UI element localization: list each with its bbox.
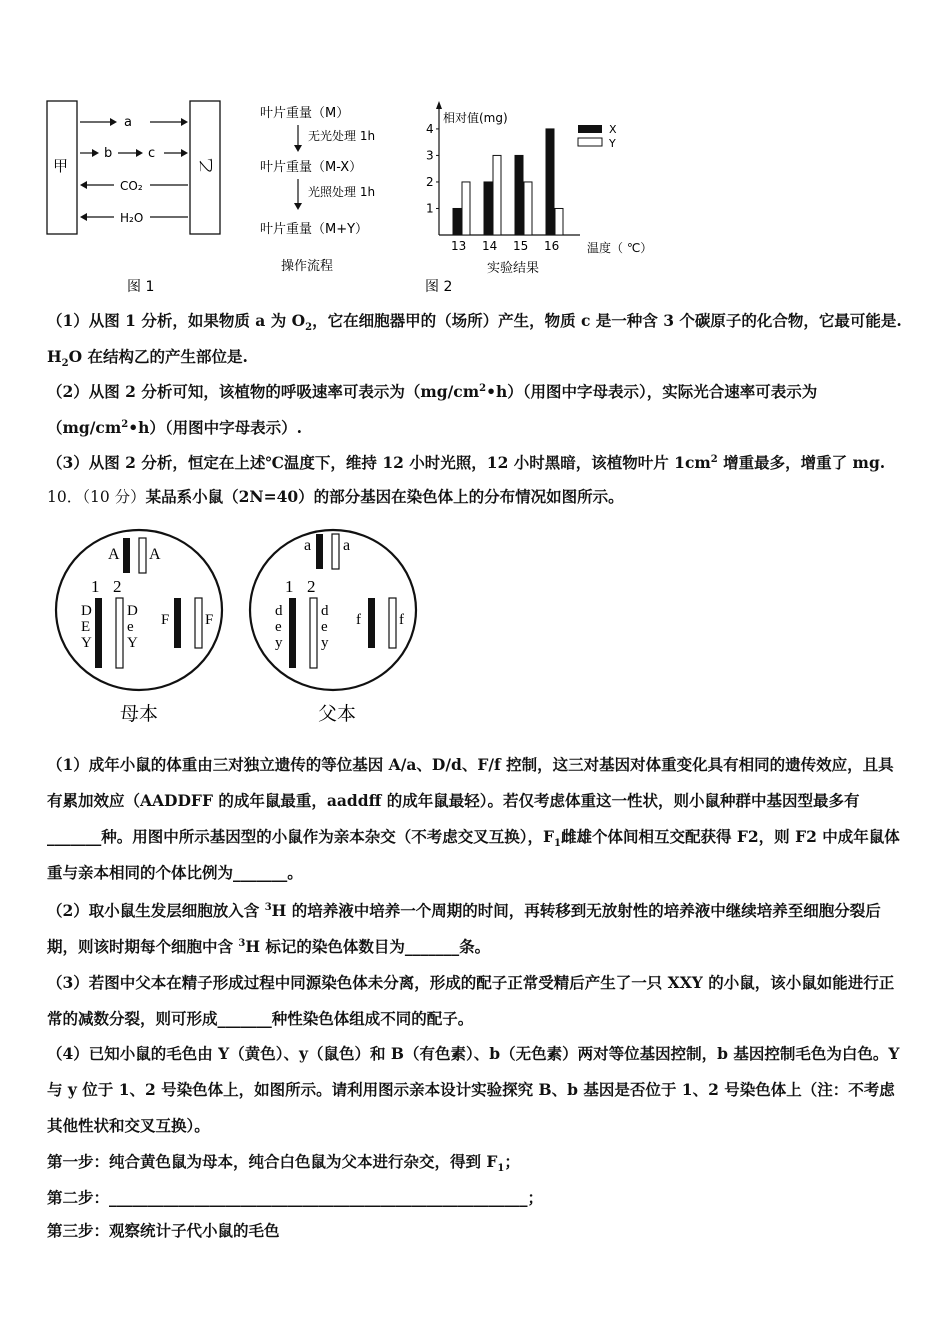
experiment-step-1 — [47, 1144, 909, 1180]
arrow-a-label: a — [124, 115, 132, 130]
mother-gene-f-right: F — [205, 612, 214, 628]
arrow-b-head-2 — [136, 149, 143, 157]
father-c2-gene-2: e — [321, 619, 328, 635]
arrow-a-head-2 — [181, 118, 188, 126]
legend-y-swatch — [578, 138, 602, 146]
q9-p2-sup-a: 2 — [479, 382, 487, 394]
h2o-label: H₂O — [120, 211, 144, 225]
q9-p1-text-a: （1）从图 1 分析，如果物质 a 为 O — [47, 311, 306, 330]
process-flow-diagram — [255, 100, 405, 278]
mother-chrom-a1 — [123, 538, 130, 573]
question-10-header — [47, 479, 909, 515]
father-gene-a-right: a — [343, 537, 351, 554]
step-3-text: 第三步：观察统计子代小鼠的毛色 — [47, 1221, 280, 1240]
question-10-part-2 — [47, 893, 909, 965]
jia-label: 甲 — [53, 157, 69, 175]
father-num-1: 1 — [285, 577, 294, 596]
q9-p1-text-c: O 在结构乙的产生部位是. — [68, 347, 248, 366]
x-tick-label-14: 14 — [482, 239, 498, 253]
father-gene-f-right: f — [399, 612, 404, 628]
y-tick-label-2: 2 — [426, 174, 434, 189]
chart-xlabel: 温度（ ℃） — [587, 241, 653, 255]
q9-p2-text-c: •h）（用图中字母表示）. — [128, 418, 303, 437]
process-op-2: 光照处理 1h — [308, 185, 376, 199]
chart-y-axis-arrow — [436, 101, 442, 109]
process-arrow-1-head — [294, 145, 302, 152]
bar-x-16 — [546, 129, 554, 235]
mother-c2-gene-3: Y — [127, 635, 138, 651]
father-chrom-2 — [310, 598, 317, 668]
chart-subtitle: 实验结果 — [487, 261, 540, 276]
father-chrom-f1 — [368, 598, 375, 648]
arrow-c-label: c — [148, 146, 156, 161]
q9-p1-text-b: ，它在细胞器甲的（场所）产生，物质 c 是一种含 3 个碳原子的化合物，它最可能是. H — [47, 311, 902, 366]
figure-1-caption: 图 1 — [127, 279, 155, 295]
q10-p2-sup-b: 3 — [238, 937, 246, 949]
process-op-1: 无光处理 1h — [308, 129, 376, 143]
q9-p2-sup-b: 2 — [121, 418, 129, 430]
father-gene-f-left: f — [356, 612, 361, 628]
father-chrom-1 — [289, 598, 296, 668]
q9-p2-text-b: •h）（用图中字母表示），实际光合速率可表示为（mg/cm — [47, 382, 818, 437]
bar-y-15 — [524, 182, 532, 235]
question-10-part-1 — [47, 747, 909, 891]
father-c2-gene-1: d — [321, 603, 329, 619]
mother-gene-a-right: A — [149, 546, 161, 563]
q9-p1-sub-a: 2 — [305, 322, 313, 334]
process-step-1: 叶片重量（M） — [260, 106, 350, 121]
father-c2-gene-3: y — [321, 635, 329, 651]
experiment-step-3 — [47, 1213, 909, 1249]
chart-ylabel: 相对值(mg) — [443, 111, 508, 125]
experiment-step-2 — [47, 1180, 909, 1216]
q9-p3-sup: 2 — [710, 453, 718, 465]
question-9-part-2 — [47, 374, 909, 446]
bar-x-15 — [515, 155, 523, 235]
process-arrow-2-head — [294, 203, 302, 210]
mother-c2-gene-1: D — [127, 603, 138, 619]
mother-chrom-2 — [116, 598, 123, 668]
figure-1-diagram — [40, 95, 240, 300]
mother-num-2: 2 — [113, 577, 122, 596]
father-chrom-a1 — [316, 534, 323, 569]
co2-label: CO₂ — [120, 179, 143, 193]
bar-y-16 — [555, 208, 563, 235]
mother-chrom-f1 — [174, 598, 181, 648]
q9-p2-text-a: （2）从图 2 分析可知，该植物的呼吸速率可表示为（mg/cm — [47, 382, 480, 401]
mother-c2-gene-2: e — [127, 619, 134, 635]
father-c1-gene-2: e — [275, 619, 282, 635]
mother-c1-gene-2: E — [81, 619, 91, 635]
q10-p1-text-b: 雌雄个体间相互交配获得 F2，则 F2 中成年鼠体重与亲本相同的个体比例为_______。 — [47, 827, 900, 882]
q10-p2-text-c: H 标记的染色体数目为_______条。 — [245, 937, 491, 956]
question-10-stem: 某品系小鼠（2N=40）的部分基因在染色体上的分布情况如图所示。 — [145, 487, 624, 506]
q10-p1-sub: 1 — [554, 838, 561, 850]
father-chrom-a2 — [332, 534, 339, 569]
y-tick-label-1: 1 — [426, 201, 434, 216]
q10-p1-text-a: （1）成年小鼠的体重由三对独立遗传的等位基因 A/a、D/d、F/f 控制，这三对基因对体重变化具有相同的遗传效应，且具有累加效应（AADDFF 的成年鼠最重，aaddff 的成年鼠最轻）。若仅考虑体重这一性状，则小鼠种群中基因型最多有_______种。用图中所示基因型的小鼠作为亲本杂交（不考虑交叉互换），F — [47, 755, 894, 846]
mother-chrom-a2 — [139, 538, 146, 573]
q10-p2-text-a: （2）取小鼠生发层细胞放入含 — [47, 901, 265, 920]
bar-x-14 — [484, 182, 492, 235]
q10-p2-sup-a: 3 — [264, 901, 272, 913]
y-tick-label-4: 4 — [426, 121, 434, 136]
figure-2-bar-chart — [415, 95, 665, 300]
process-step-2: 叶片重量（M-X） — [260, 160, 363, 175]
mother-c1-gene-1: D — [81, 603, 92, 619]
question-9-part-3 — [47, 445, 909, 481]
mother-num-1: 1 — [91, 577, 100, 596]
question-10-number: 10．（10 分） — [47, 488, 146, 506]
arrow-a-head-1 — [110, 118, 117, 126]
bar-y-14 — [493, 155, 501, 235]
step-1-sub: 1 — [497, 1163, 505, 1175]
legend-x-swatch — [578, 125, 602, 133]
legend-x-label: X — [609, 123, 617, 136]
arrow-h2o-head — [80, 213, 87, 221]
q10-p3-text: （3）若图中父本在精子形成过程中同源染色体未分离，形成的配子正常受精后产生了一只 XXY 的小鼠，该小鼠如能进行正常的减数分裂，则可形成_______种性染色体组成不同的配子。 — [47, 973, 895, 1028]
father-label: 父本 — [318, 703, 357, 725]
question-9-part-1 — [47, 303, 909, 375]
arrow-co2-head — [80, 181, 87, 189]
bar-x-13 — [453, 208, 461, 235]
q9-p3-text-a: （3）从图 2 分析，恒定在上述℃温度下，维持 12 小时光照，12 小时黑暗，该植物叶片 1cm — [47, 453, 711, 472]
mother-label: 母本 — [120, 703, 159, 725]
figure-2-caption: 图 2 — [425, 279, 453, 295]
father-chrom-f2 — [389, 598, 396, 648]
mother-chrom-1 — [95, 598, 102, 668]
father-c1-gene-3: y — [275, 635, 283, 651]
y-tick-label-3: 3 — [426, 148, 434, 163]
mother-gene-a-left: A — [108, 546, 120, 563]
arrow-b-label: b — [104, 146, 113, 161]
question-10-part-4 — [47, 1036, 909, 1144]
bar-y-13 — [462, 182, 470, 235]
q9-p3-text-b: 增重最多，增重了 mg. — [717, 453, 886, 472]
q10-p2-text-b: H 的培养液中培养一个周期的时间，再转移到无放射性的培养液中继续培养至细胞分裂后期，则该时期每个细胞中含 — [47, 901, 881, 956]
arrow-c-head — [181, 149, 188, 157]
father-num-2: 2 — [307, 577, 316, 596]
step-2-text: 第二步：______________________________________________________； — [47, 1188, 544, 1207]
process-caption: 操作流程 — [281, 259, 334, 274]
legend-y-label: Y — [609, 137, 616, 150]
process-step-3: 叶片重量（M+Y） — [260, 222, 369, 237]
mother-gene-f-left: F — [161, 612, 170, 628]
x-tick-label-16: 16 — [544, 239, 560, 253]
mother-c1-gene-3: Y — [81, 635, 92, 651]
question-10-part-3 — [47, 965, 909, 1037]
mouse-chromosome-figure — [50, 520, 430, 735]
x-tick-label-15: 15 — [513, 239, 529, 253]
step-1-text-a: 第一步：纯合黄色鼠为母本，纯合白色鼠为父本进行杂交，得到 F — [47, 1152, 498, 1171]
x-tick-label-13: 13 — [451, 239, 467, 253]
father-gene-a-left: a — [304, 537, 312, 554]
father-c1-gene-1: d — [275, 603, 283, 619]
step-1-text-b: ； — [504, 1152, 520, 1171]
q9-p1-sub-b: 2 — [61, 358, 69, 370]
yi-label: 乙 — [197, 157, 215, 173]
mother-chrom-f2 — [195, 598, 202, 648]
arrow-b-head-1 — [92, 149, 99, 157]
q10-p4-text: （4）已知小鼠的毛色由 Y（黄色）、y（鼠色）和 B（有色素）、b（无色素）两对等位基因控制，b 基因控制毛色为白色。Y 与 y 位于 1、2 号染色体上，如图所示。请利用图示亲本设计实验探究 B、b 基因是否位于 1、2 号染色体上（注：不考虑其他性状和交叉互换）。 — [47, 1044, 900, 1135]
